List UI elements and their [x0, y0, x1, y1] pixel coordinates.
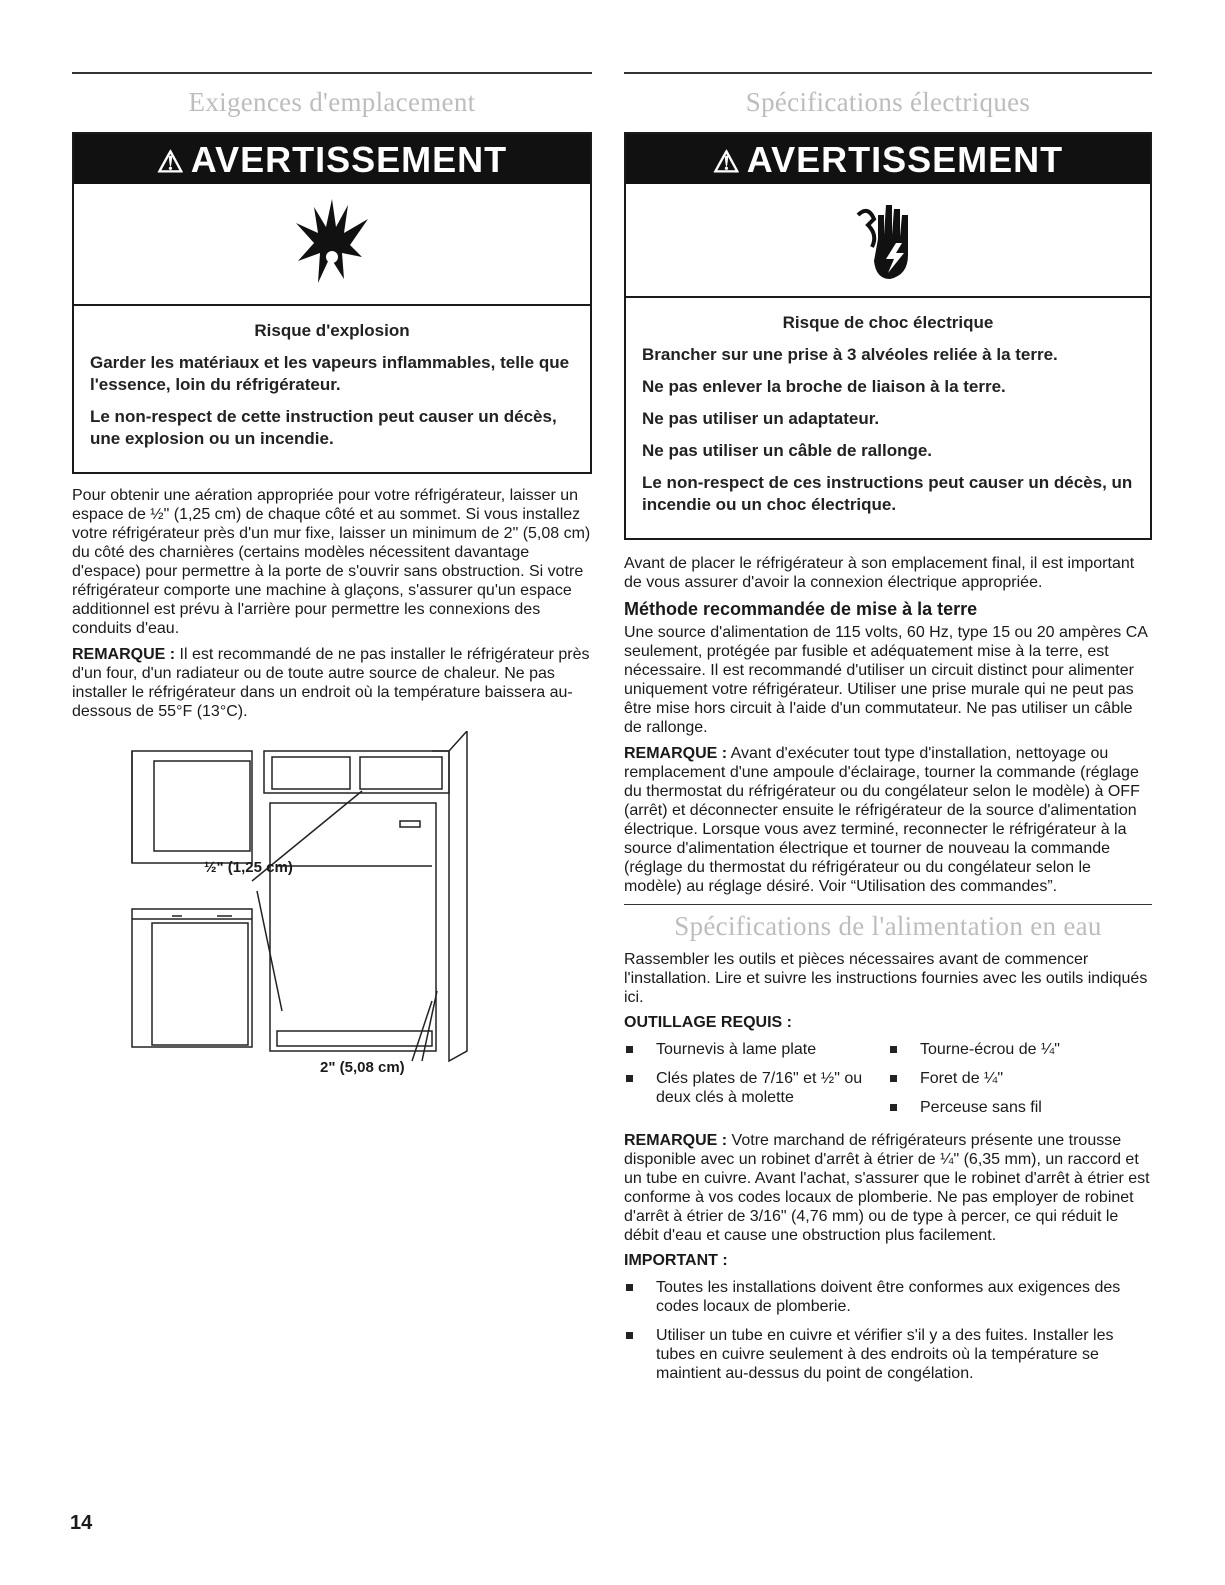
- note-paragraph: [624, 1131, 1152, 1245]
- explosion-warning-box: [72, 132, 592, 474]
- note-label: REMARQUE :: [72, 646, 176, 663]
- water-intro-paragraph: Rassembler les outils et pièces nécessaires avant de commencer l'installation. Lire et suivre les instructions fournies avec les outils indiqués ici.: [624, 951, 1148, 1006]
- list-item: Utiliser un tube en cuivre et vérifier s'il y a des fuites. Installer les tubes en cuivre seulement à des endroits où la température se maintient au-dessus du point de congélation.: [624, 1326, 1152, 1383]
- shock-warning-box: [624, 132, 1152, 540]
- tools-list-left: [624, 1040, 888, 1127]
- warning-line: Ne pas utiliser un câble de rallonge.: [642, 441, 933, 460]
- grounding-subhead: Méthode recommandée de mise à la terre: [624, 599, 978, 619]
- warning-line: Garder les matériaux et les vapeurs inflammables, telle que l'essence, loin du réfrigérateur.: [90, 353, 570, 394]
- top-rule: [72, 72, 592, 74]
- note-text: Votre marchand de réfrigérateurs présente une trousse disponible avec un robinet d'arrêt à étrier de ¼" (6,35 mm), un raccord et un tube en cuivre. Avant l'achat, s'assurer que le robinet d'arrêt à étrier est conforme à vos codes locaux de plomberie. Ne pas employer de robinet d'arrêt à étrier de 3/16" (4,76 mm) ou de type à percer, ce qui réduit le débit d'eau et cause une obstruction plus facilement.: [624, 1132, 1150, 1244]
- warning-line: Le non-respect de cette instruction peut causer un décès, une explosion ou un incendie.: [90, 407, 557, 448]
- warning-icon-area: [626, 184, 1150, 298]
- hazard-title: Risque d'explosion: [254, 321, 410, 340]
- section-title-location: Exigences d'emplacement: [188, 87, 476, 117]
- section-title-electrical: Spécifications électriques: [745, 87, 1031, 117]
- section-rule: [624, 904, 1152, 905]
- note-text: Avant d'exécuter tout type d'installation, nettoyage ou remplacement d'une ampoule d'éclairage, tourner la commande (réglage du thermostat du réfrigérateur ou du congélateur selon le modèle) à OFF (arrêt) et déconnecter ensuite le réfrigérateur de la source d'alimentation électrique. Lorsque vous avez terminé, reconnecter le réfrigérateur à la source d'alimentation électrique et tourner de nouveau la commande (réglage du thermostat du réfrigérateur ou du congélateur selon le modèle) au réglage désiré. Voir “Utilisation des commandes”.: [624, 745, 1140, 895]
- note-paragraph: [624, 744, 1152, 896]
- list-item: Perceuse sans fil: [888, 1098, 1152, 1117]
- list-item: Tourne-écrou de ¼": [888, 1040, 1152, 1059]
- electrical-intro-paragraph: Avant de placer le réfrigérateur à son emplacement final, il est important de vous assurer d'avoir la connexion électrique appropriée.: [624, 555, 1135, 591]
- list-item: Toutes les installations doivent être conformes aux exigences des codes locaux de plomberie.: [624, 1278, 1152, 1316]
- clearance-label-two: 2" (5,08 cm): [320, 1059, 405, 1076]
- tools-list: [624, 1040, 1152, 1127]
- hazard-title: Risque de choc électrique: [782, 313, 994, 332]
- warning-line: Ne pas utiliser un adaptateur.: [642, 409, 880, 428]
- right-column: [624, 72, 1152, 1393]
- warning-icon-area: [74, 184, 590, 306]
- explosion-icon: [292, 197, 372, 292]
- list-item: Clés plates de 7/16" et ½" ou deux clés à molette: [624, 1069, 888, 1107]
- left-column: [72, 72, 592, 1081]
- warning-banner: [626, 134, 1150, 184]
- list-item: Tournevis à lame plate: [624, 1040, 888, 1059]
- section-title-water: Spécifications de l'alimentation en eau: [674, 911, 1102, 941]
- warning-triangle-icon: ⚠: [712, 146, 741, 179]
- warning-triangle-icon: ⚠: [156, 146, 185, 179]
- note-label: REMARQUE :: [624, 1132, 728, 1149]
- tools-heading: OUTILLAGE REQUIS :: [624, 1014, 792, 1031]
- list-item: Foret de ¼": [888, 1069, 1152, 1088]
- warning-banner-label: AVERTISSEMENT: [746, 139, 1064, 180]
- important-list: [624, 1278, 1152, 1383]
- tools-list-right: [888, 1040, 1152, 1127]
- warning-banner-label: AVERTISSEMENT: [190, 139, 508, 180]
- warning-text: [626, 298, 1150, 538]
- ventilation-paragraph: Pour obtenir une aération appropriée pour votre réfrigérateur, laisser un espace de ½" (1,25 cm) de chaque côté et au sommet. Si vous installez votre réfrigérateur près d'un mur fixe, laisser un minimum de 2" (5,08 cm) du côté des charnières (certains modèles nécessitent davantage d'espace) pour permettre à la porte de s'ouvrir sans obstruction. Si votre réfrigérateur comporte une machine à glaçons, s'assurer qu'un espace additionnel est prévu à l'arrière pour permettre les connexions des conduits d'eau.: [72, 487, 591, 637]
- clearance-label-half: ½" (1,25 cm): [204, 859, 293, 876]
- top-rule: [624, 72, 1152, 74]
- page-number: 14: [70, 1512, 93, 1534]
- warning-text: [74, 306, 590, 472]
- note-paragraph: [72, 645, 592, 721]
- warning-line: Ne pas enlever la broche de liaison à la terre.: [642, 377, 1006, 396]
- warning-line: Brancher sur une prise à 3 alvéoles reliée à la terre.: [642, 345, 1058, 364]
- electric-shock-icon: [848, 195, 928, 285]
- note-label: REMARQUE :: [624, 745, 728, 762]
- clearance-figure: [72, 731, 532, 1081]
- warning-banner: [74, 134, 590, 184]
- refrigerator-illustration: [122, 731, 532, 1081]
- grounding-paragraph: Une source d'alimentation de 115 volts, 60 Hz, type 15 ou 20 ampères CA seulement, protégée par fusible et adéquatement mise à la terre, est nécessaire. Il est recommandé d'utiliser un circuit distinct pour alimenter uniquement votre réfrigérateur. Utiliser une prise murale qui ne peut pas être mise hors circuit à l'aide d'un commutateur. Ne pas utiliser un câble de rallonge.: [624, 624, 1148, 736]
- warning-line: Le non-respect de ces instructions peut causer un décès, un incendie ou un choc électrique.: [642, 473, 1133, 514]
- note-text: Il est recommandé de ne pas installer le réfrigérateur près d'un four, d'un radiateur ou de toute autre source de chaleur. Ne pas installer le réfrigérateur dans un endroit où la température baissera au-dessous de 55°F (13°C).: [72, 646, 590, 720]
- important-heading: IMPORTANT :: [624, 1252, 728, 1269]
